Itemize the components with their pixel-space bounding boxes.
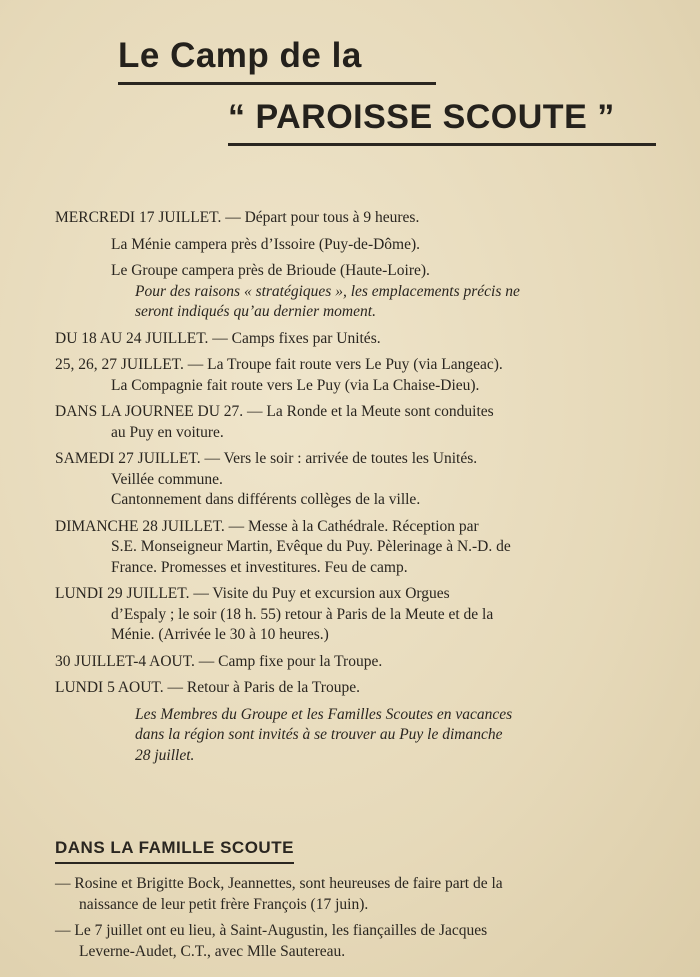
schedule-line: DANS LA JOURNEE DU 27. — La Ronde et la Meute sont conduites	[55, 403, 494, 420]
schedule-line: Ménie. (Arrivée le 30 à 10 heures.)	[111, 626, 329, 643]
schedule-note	[55, 282, 655, 323]
schedule-line: MERCREDI 17 JUILLET. — Départ pour tous à 9 heures.	[55, 209, 420, 226]
schedule-entry	[55, 584, 655, 646]
schedule-entry	[55, 329, 655, 350]
note-line: Les Membres du Groupe et les Familles Scoutes en vacances	[135, 705, 513, 723]
schedule-entry	[55, 208, 655, 229]
schedule-sub-line: Le Groupe campera près de Brioude (Haute-Loire).	[111, 262, 430, 279]
schedule	[55, 208, 655, 772]
schedule-entry	[55, 517, 655, 579]
famille-section	[55, 838, 655, 968]
schedule-line: France. Promesses et investitures. Feu de camp.	[111, 558, 408, 576]
famille-heading: DANS LA FAMILLE SCOUTE	[55, 838, 294, 864]
schedule-sub-line: La Ménie campera près d’Issoire (Puy-de-Dôme).	[111, 235, 421, 253]
schedule-note	[55, 705, 655, 767]
schedule-entry	[55, 355, 655, 396]
note-line: 28 juillet.	[135, 746, 195, 764]
title-line-2: “ PAROISSE SCOUTE ”	[228, 98, 615, 136]
schedule-line: d’Espaly ; le soir (18 h. 55) retour à Paris de la Meute et de la	[111, 605, 494, 623]
note-line: dans la région sont invités à se trouver au Puy le dimanche	[135, 726, 503, 743]
famille-line: — Rosine et Brigitte Bock, Jeannettes, sont heureuses de faire part de la	[55, 875, 503, 892]
famille-items	[55, 874, 655, 962]
schedule-line: 25, 26, 27 JUILLET. — La Troupe fait route vers Le Puy (via Langeac).	[55, 356, 503, 373]
famille-line: naissance de leur petit frère François (17 juin).	[79, 895, 369, 913]
schedule-line: LUNDI 5 AOUT. — Retour à Paris de la Troupe.	[55, 679, 360, 696]
schedule-line: La Compagnie fait route vers Le Puy (via La Chaise-Dieu).	[111, 376, 480, 394]
title-underline-2	[228, 143, 656, 146]
schedule-entry	[55, 449, 655, 511]
schedule-entry	[55, 678, 655, 699]
schedule-line: Veillée commune.	[111, 470, 223, 488]
note-line: Pour des raisons « stratégiques », les emplacements précis ne	[135, 282, 520, 300]
schedule-line: au Puy en voiture.	[111, 423, 224, 441]
schedule-entry	[55, 402, 655, 443]
schedule-line: DU 18 AU 24 JUILLET. — Camps fixes par Unités.	[55, 329, 381, 347]
schedule-line: 30 JUILLET-4 AOUT. — Camp fixe pour la Troupe.	[55, 652, 383, 670]
schedule-line: DIMANCHE 28 JUILLET. — Messe à la Cathédrale. Réception par	[55, 517, 479, 535]
title-line-1: Le Camp de la	[118, 36, 362, 75]
schedule-line: S.E. Monseigneur Martin, Evêque du Puy. Pèlerinage à N.-D. de	[111, 538, 511, 555]
schedule-entry	[55, 652, 655, 673]
schedule-line: Cantonnement dans différents collèges de la ville.	[111, 491, 421, 508]
schedule-line: SAMEDI 27 JUILLET. — Vers le soir : arrivée de toutes les Unités.	[55, 450, 478, 467]
famille-item	[55, 921, 655, 962]
famille-line: Leverne-Audet, C.T., avec Mlle Sautereau.	[79, 942, 346, 960]
note-line: seront indiqués qu’au dernier moment.	[135, 303, 376, 320]
famille-item	[55, 874, 655, 915]
famille-line: — Le 7 juillet ont eu lieu, à Saint-Augustin, les fiançailles de Jacques	[55, 922, 488, 939]
title-underline-1	[118, 82, 436, 85]
schedule-line: LUNDI 29 JUILLET. — Visite du Puy et excursion aux Orgues	[55, 585, 450, 602]
